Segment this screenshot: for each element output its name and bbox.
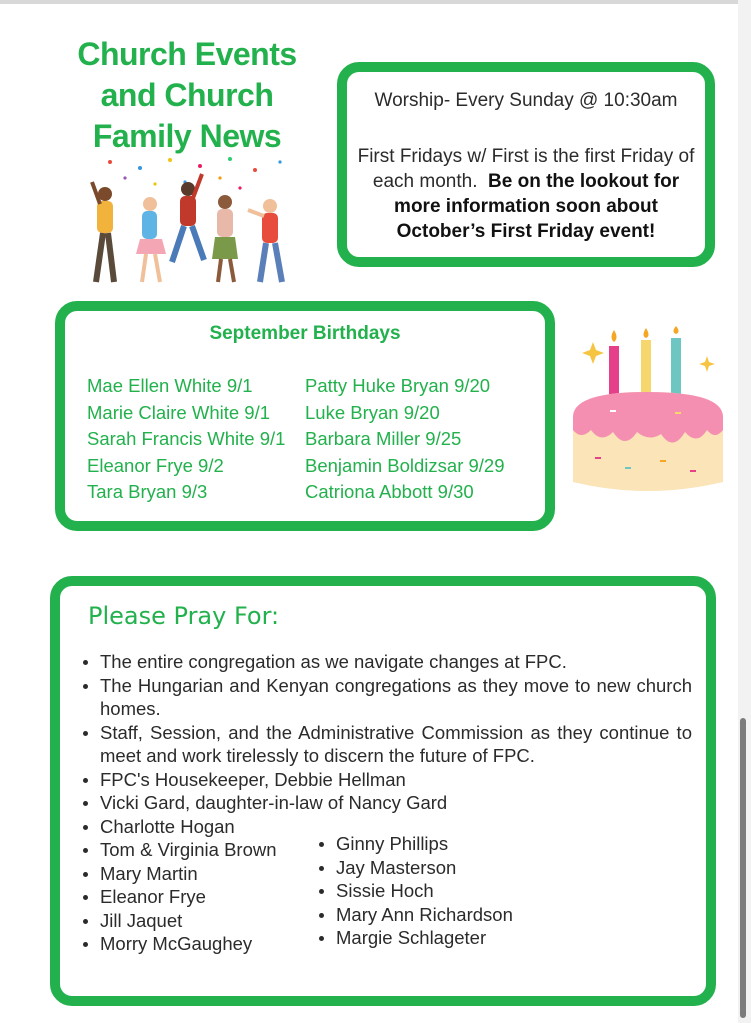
prayer-item: Tom & Virginia Brown bbox=[82, 838, 692, 862]
birthday-item: Eleanor Frye 9/2 bbox=[87, 454, 224, 476]
prayer-item: Staff, Session, and the Administrative Commission as they continue to meet and work tirelessly to discern the future of FPC. bbox=[82, 721, 692, 768]
prayer-item: FPC's Housekeeper, Debbie Hellman bbox=[82, 768, 692, 792]
people-celebrating-illustration bbox=[80, 154, 300, 294]
prayer-item: Mary Ann Richardson bbox=[318, 903, 618, 927]
first-fridays-text: First Fridays w/ First is the first Friday of each month. bbox=[357, 146, 695, 192]
first-fridays-highlight: Be on the lookout for more information soon about October’s First Friday event! bbox=[394, 171, 680, 242]
prayer-item: The entire congregation as we navigate changes at FPC. bbox=[82, 650, 692, 674]
birthday-item: Catriona Abbott 9/30 bbox=[305, 481, 474, 502]
birthdays-box bbox=[55, 301, 555, 531]
prayer-item: Sissie Hoch bbox=[318, 879, 618, 903]
prayer-list-box bbox=[50, 576, 716, 1006]
birthday-cake-illustration bbox=[565, 322, 730, 502]
birthdays-column-2 bbox=[305, 373, 505, 506]
prayer-item: Margie Schlageter bbox=[318, 926, 618, 950]
birthdays-heading: September Birthdays bbox=[209, 323, 401, 344]
person-2 bbox=[136, 197, 166, 282]
candles bbox=[609, 326, 681, 398]
birthday-item: Patty Huke Bryan 9/20 bbox=[305, 375, 491, 396]
prayer-item: Charlotte Hogan bbox=[82, 815, 692, 839]
prayer-item: Morry McGaughey bbox=[82, 932, 692, 956]
prayer-list-right bbox=[318, 832, 618, 950]
person-1 bbox=[92, 182, 114, 282]
prayer-item: Vicki Gard, daughter-in-law of Nancy Gard bbox=[82, 791, 692, 815]
prayer-item: Jill Jaquet bbox=[82, 909, 692, 933]
person-4 bbox=[212, 195, 238, 282]
page-title: Church Events and Church Family News bbox=[77, 36, 297, 154]
birthday-item: Sarah Francis White 9/1 bbox=[87, 428, 286, 449]
first-fridays-note bbox=[357, 144, 695, 244]
person-5 bbox=[248, 199, 282, 282]
birthday-item: Tara Bryan 9/3 bbox=[87, 481, 208, 502]
birthday-item: Barbara Miller 9/25 bbox=[305, 428, 462, 449]
birthday-item: Mae Ellen White 9/1 bbox=[87, 375, 253, 396]
birthdays-column-1 bbox=[87, 373, 285, 506]
prayer-item: The Hungarian and Kenyan congregations as they move to new church homes. bbox=[82, 674, 692, 721]
prayer-item: Ginny Phillips bbox=[318, 832, 618, 856]
birthday-item: Benjamin Boldizsar 9/29 bbox=[305, 454, 505, 476]
prayer-item: Mary Martin bbox=[82, 862, 692, 886]
scrollbar[interactable] bbox=[740, 718, 746, 1018]
prayer-heading: Please Pray For: bbox=[88, 602, 280, 630]
worship-time: Worship- Every Sunday @ 10:30am bbox=[374, 90, 678, 111]
birthday-item: Marie Claire White 9/1 bbox=[87, 401, 271, 423]
worship-info-box bbox=[337, 62, 715, 267]
prayer-item: Eleanor Frye bbox=[82, 885, 692, 909]
prayer-item: Jay Masterson bbox=[318, 856, 618, 880]
confetti bbox=[108, 157, 282, 190]
birthday-item: Luke Bryan 9/20 bbox=[305, 401, 440, 423]
person-3 bbox=[172, 174, 204, 262]
